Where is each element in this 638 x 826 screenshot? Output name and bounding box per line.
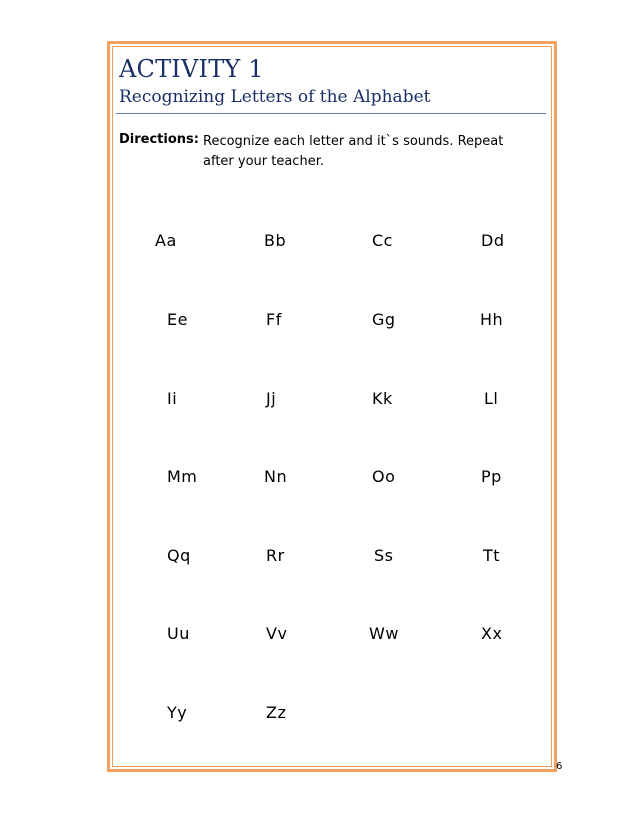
letter-pair: Ii — [167, 389, 178, 408]
page-number: 6 — [556, 761, 563, 772]
letter-pair: Kk — [372, 389, 393, 408]
letter-pair: Mm — [167, 467, 198, 486]
letter-pair: Uu — [167, 624, 190, 643]
directions-label: Directions: — [119, 132, 199, 147]
letter-pair: Vv — [266, 624, 288, 643]
title-divider — [116, 113, 546, 114]
letter-pair: Cc — [372, 231, 393, 250]
letter-pair: Hh — [480, 310, 504, 329]
letter-pair: Ee — [167, 310, 188, 329]
letter-pair: Rr — [266, 546, 285, 565]
letter-pair: Jj — [266, 389, 277, 408]
letter-pair: Oo — [372, 467, 396, 486]
letter-pair: Yy — [167, 703, 188, 722]
letter-pair: Zz — [266, 703, 287, 722]
activity-subtitle: Recognizing Letters of the Alphabet — [119, 87, 431, 107]
letter-pair: Gg — [372, 310, 396, 329]
activity-title: ACTIVITY 1 — [119, 55, 264, 83]
letter-pair: Ss — [374, 546, 394, 565]
letter-pair: Ff — [266, 310, 282, 329]
letter-pair: Pp — [481, 467, 502, 486]
letter-pair: Qq — [167, 546, 191, 565]
directions-text: Recognize each letter and it`s sounds. Repeat after your teacher. — [203, 134, 504, 169]
letter-pair: Ww — [369, 624, 399, 643]
letter-pair: Nn — [264, 467, 288, 486]
letter-pair: Bb — [264, 231, 287, 250]
letter-pair: Dd — [481, 231, 505, 250]
letter-pair: Xx — [481, 624, 503, 643]
letter-pair: Tt — [483, 546, 501, 565]
letter-pair: Aa — [155, 231, 177, 250]
letter-pair: Ll — [484, 389, 499, 408]
